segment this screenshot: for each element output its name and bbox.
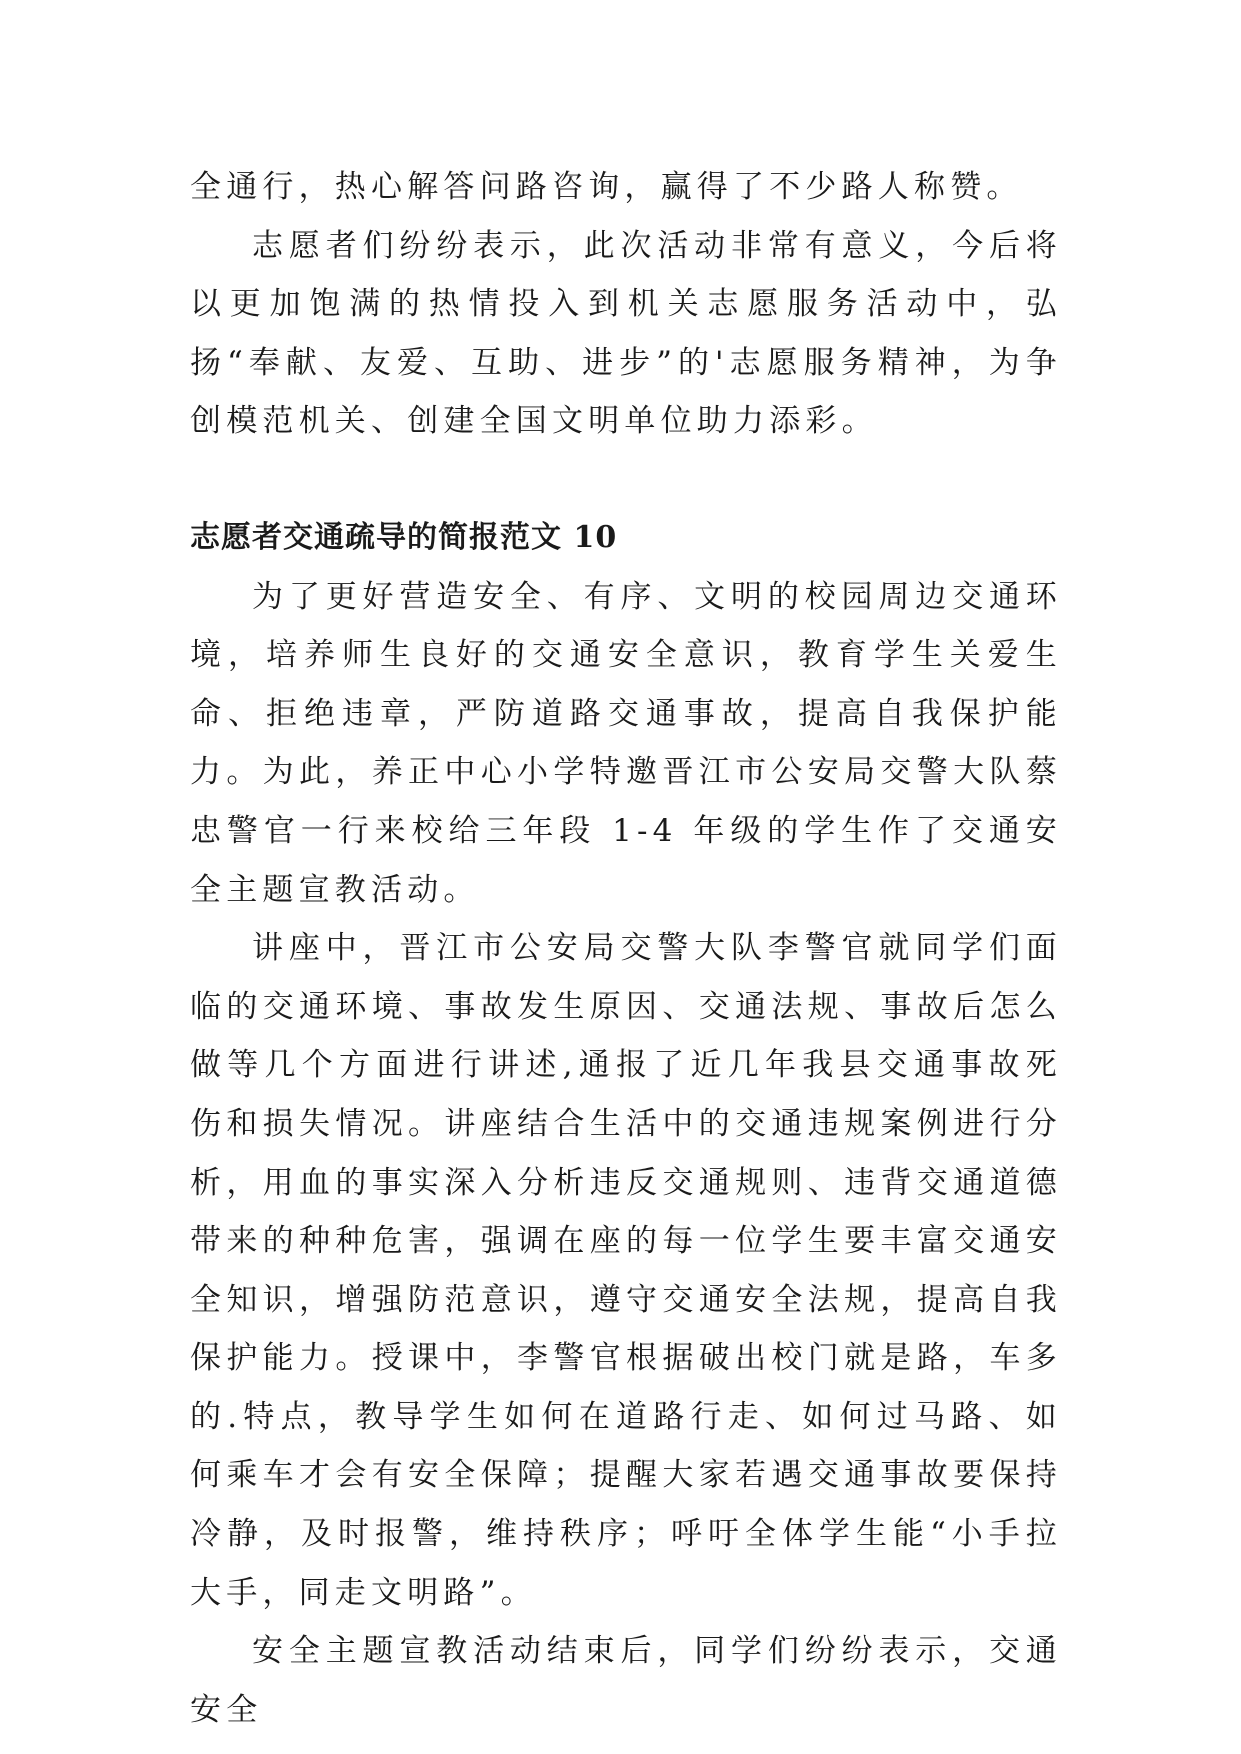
document-body bbox=[190, 158, 1062, 1739]
paragraph-conclusion: 安全主题宣教活动结束后，同学们纷纷表示，交通安全 bbox=[190, 1633, 1062, 1728]
paragraph-volunteer-statement: 志愿者们纷纷表示，此次活动非常有意义，今后将以更加饱满的热情投入到机关志愿服务活动中，弘扬“奉献、友爱、互助、进步”的'志愿服务精神，为争创模范机关、创建全国文明单位助力添彩。 bbox=[190, 227, 1062, 440]
section-heading: 志愿者交通疏导的简报范文 10 bbox=[190, 519, 618, 555]
paragraph-lecture: 讲座中，晋江市公安局交警大队李警官就同学们面临的交通环境、事故发生原因、交通法规、事故后怎么做等几个方面进行讲述,通报了近几年我县交通事故死伤和损失情况。讲座结合生活中的交通违规案例进行分析，用血的事实深入分析违反交通规则、违背交通道德带来的种种危害，强调在座的每一位学生要丰富交通安全知识，增强防范意识，遵守交通安全法规，提高自我保护能力。授课中，李警官根据破出校门就是路，车多的.特点，教导学生如何在道路行走、如何过马路、如何乘车才会有安全保障；提醒大家若遇交通事故要保持冷静，及时报警，维持秩序；呼吁全体学生能“小手拉大手，同走文明路”。 bbox=[190, 930, 1062, 1611]
section-spacer bbox=[190, 451, 1062, 509]
paragraph-intro: 为了更好营造安全、有序、文明的校园周边交通环境，培养师生良好的交通安全意识，教育学生关爱生命、拒绝违章，严防道路交通事故，提高自我保护能力。为此，养正中心小学特邀晋江市公安局交警大队蔡忠警官一行来校给三年段 1-4 年级的学生作了交通安全主题宣教活动。 bbox=[190, 578, 1062, 908]
paragraph-continuation: 全通行，热心解答问路咨询，赢得了不少路人称赞。 bbox=[190, 169, 1023, 205]
